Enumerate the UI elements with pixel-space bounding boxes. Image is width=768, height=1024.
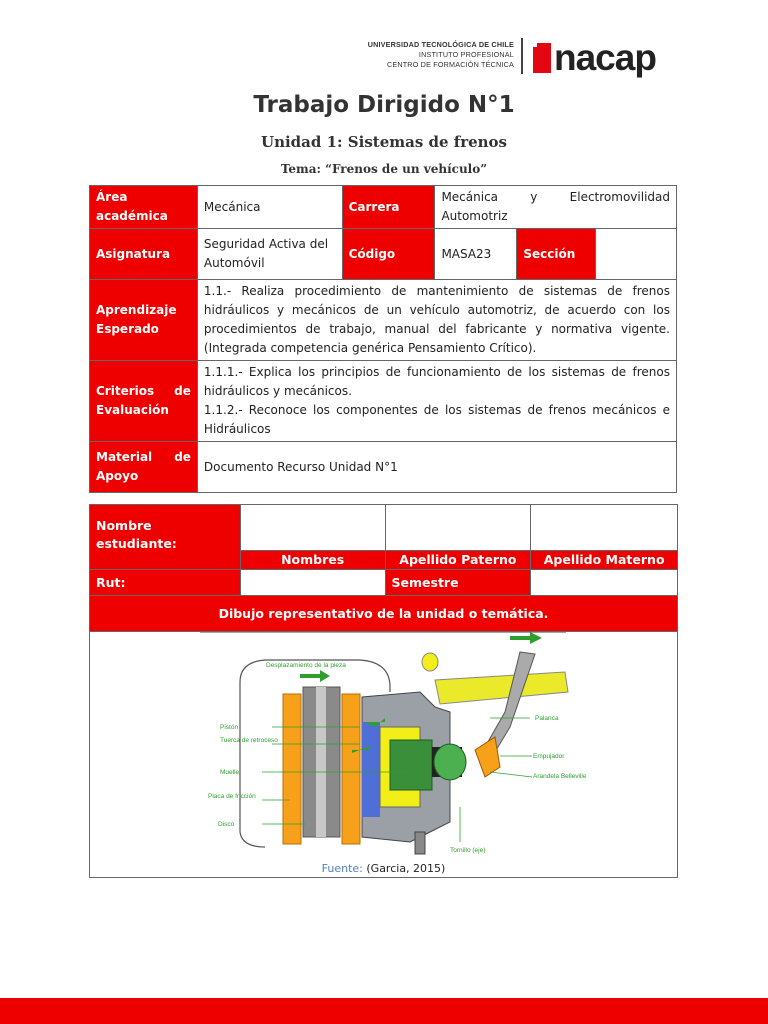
source-value: (Garcia, 2015) <box>366 862 446 875</box>
table-row <box>90 280 677 361</box>
label-piston: Pistón <box>220 724 239 731</box>
nombres-header: Nombres <box>240 551 385 570</box>
criterio-2: 1.1.2.- Reconoce los componentes de los sistemas de frenos mecánicos e Hidráulicos <box>203 403 670 436</box>
unit-subtitle: Unidad 1: Sistemas de frenos <box>260 133 507 151</box>
label-palanca: Palanca <box>535 715 559 722</box>
page-header <box>0 38 768 78</box>
institution-line-1: UNIVERSIDAD TECNOLÓGICA DE CHILE <box>367 40 514 49</box>
apellido-paterno-input-cell[interactable] <box>385 505 531 551</box>
student-table <box>89 504 678 878</box>
figure-caption <box>90 860 677 878</box>
figure-cell <box>90 632 678 878</box>
table-row <box>90 505 678 551</box>
label-empujador: Empujador <box>533 753 565 760</box>
nombres-input-cell[interactable] <box>240 505 385 551</box>
material-label: Material de Apoyo <box>90 442 198 493</box>
area-value: Mecánica <box>197 186 342 229</box>
course-info-table <box>89 185 677 493</box>
apellido-materno-header: Apellido Materno <box>531 551 678 570</box>
brake-caliper-figure <box>90 632 677 877</box>
table-row <box>90 361 677 442</box>
label-tuerca: Tuerca de retroceso <box>220 737 278 744</box>
institution-line-3: CENTRO DE FORMACIÓN TÉCNICA <box>386 60 514 69</box>
seccion-label: Sección <box>517 229 596 280</box>
nombre-estudiante-label: Nombre estudiante: <box>90 505 241 570</box>
material-value: Documento Recurso Unidad N°1 <box>197 442 676 493</box>
asignatura-value: Seguridad Activa del Automóvil <box>197 229 342 280</box>
source-label: Fuente: <box>321 862 363 875</box>
label-placa: Placa de fricción <box>208 793 256 800</box>
brake-diagram <box>90 632 677 857</box>
page-title: Trabajo Dirigido N°1 <box>253 92 515 118</box>
aprendizaje-value: 1.1.- Realiza procedimiento de mantenimiento de sistemas de frenos hidráulicos y mecánicos de un vehículo automotriz, de acuerdo con los procedimientos de trabajo, manual del fabricante y normativa vigente. (Integrada competencia genérica Pensamiento Crítico). <box>197 280 676 361</box>
footer-bar <box>0 998 768 1024</box>
table-row <box>90 186 677 229</box>
inacap-logo <box>533 37 656 78</box>
header-divider <box>521 38 523 74</box>
label-muelle: Muelle <box>220 769 240 776</box>
criterios-value <box>197 361 676 442</box>
table-row <box>90 596 678 632</box>
asignatura-label: Asignatura <box>90 229 198 280</box>
table-row <box>90 442 677 493</box>
criterio-1: 1.1.1.- Explica los principios de funcionamiento de los sistemas de frenos hidráulicos y mecánicos. <box>203 365 670 398</box>
semestre-label: Semestre <box>385 570 531 596</box>
institution-line-2: INSTITUTO PROFESIONAL <box>418 50 514 59</box>
dibujo-heading: Dibujo representativo de la unidad o temática. <box>90 596 678 632</box>
logo-text: nacap <box>554 37 656 78</box>
carrera-label: Carrera <box>342 186 435 229</box>
label-tornillo: Tornillo (eje) <box>450 847 486 854</box>
label-desplazamiento: Desplazamiento de la pieza <box>266 662 346 669</box>
criterios-label: Criterios de Evaluación <box>90 361 198 442</box>
logo-mark-icon <box>533 43 551 73</box>
table-row <box>90 229 677 280</box>
table-row <box>90 570 678 596</box>
institution-names <box>368 40 514 70</box>
label-arandela: Arandela Belleville <box>533 773 587 780</box>
tema-heading: Tema: “Frenos de un vehículo” <box>280 162 488 176</box>
rut-input-cell[interactable] <box>240 570 385 596</box>
apellido-paterno-header: Apellido Paterno <box>385 551 531 570</box>
rut-label: Rut: <box>90 570 241 596</box>
seccion-value[interactable] <box>596 229 677 280</box>
semestre-input-cell[interactable] <box>531 570 678 596</box>
apellido-materno-input-cell[interactable] <box>531 505 678 551</box>
table-row <box>90 632 678 878</box>
codigo-value: MASA23 <box>435 229 517 280</box>
area-label: Área académica <box>90 186 198 229</box>
label-disco: Disco <box>218 821 235 828</box>
aprendizaje-label: Aprendizaje Esperado <box>90 280 198 361</box>
carrera-value: Mecánica y Electromovilidad Automotriz <box>435 186 677 229</box>
codigo-label: Código <box>342 229 435 280</box>
